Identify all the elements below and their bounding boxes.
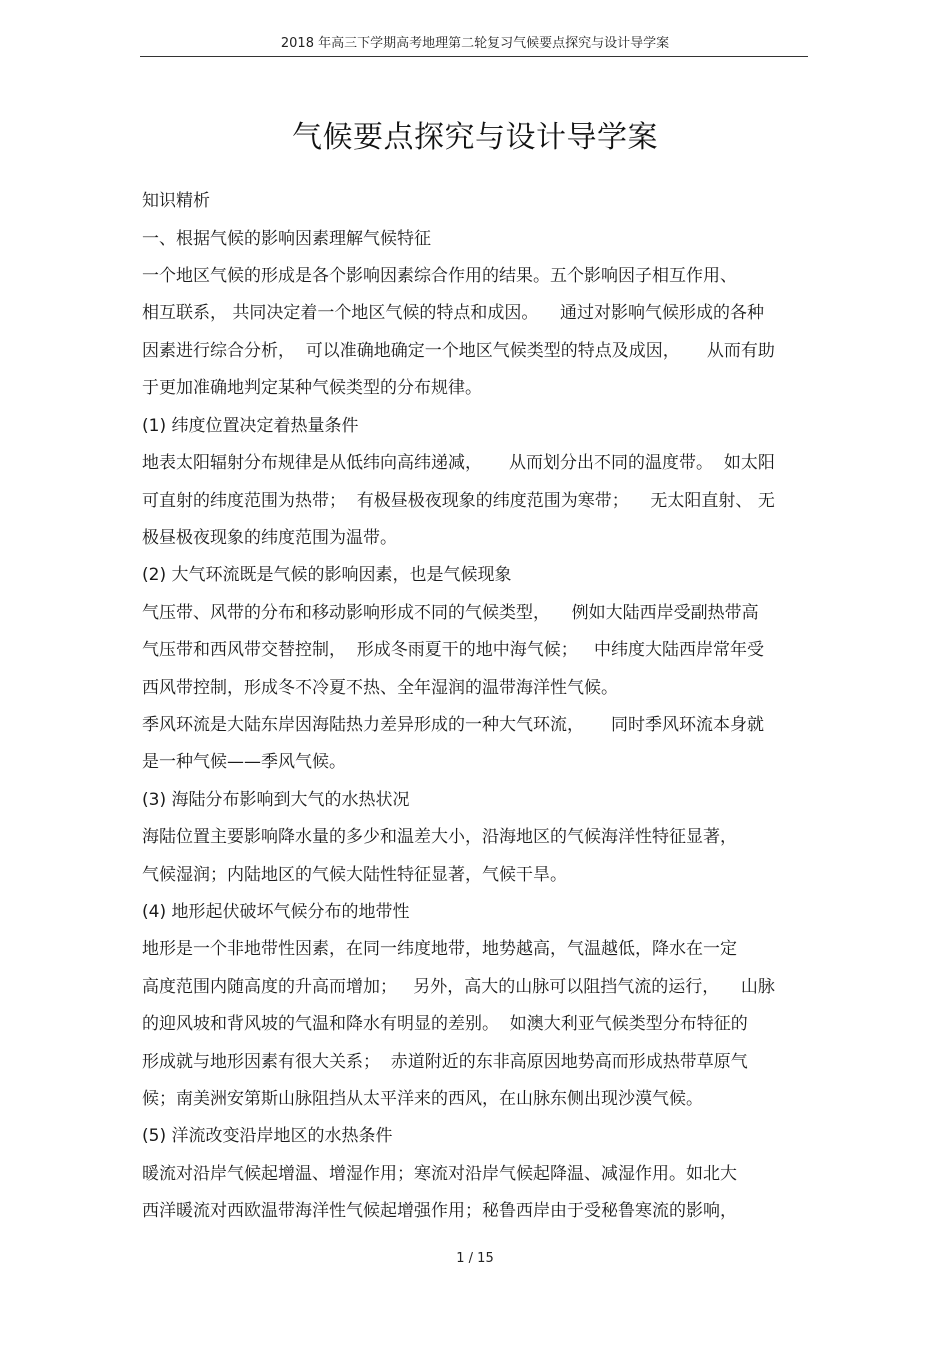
body-line: (1) 纬度位置决定着热量条件	[142, 416, 359, 436]
running-header: 2018 年高三下学期高考地理第二轮复习气候要点探究与设计导学案	[280, 36, 670, 51]
body-line: (3) 海陆分布影响到大气的水热状况	[142, 790, 410, 810]
body-line: 形成就与地形因素有很大关系； 赤道附近的东非高原因地势高而形成热带草原气	[142, 1052, 748, 1072]
body-line: 暖流对沿岸气候起增温、增湿作用；寒流对沿岸气候起降温、减湿作用。如北大	[142, 1164, 737, 1184]
body-line: 气压带、风带的分布和移动影响形成不同的气候类型， 例如大陆西岸受副热带高	[142, 603, 759, 623]
body-line: 气候湿润；内陆地区的气候大陆性特征显著，气候干旱。	[142, 865, 567, 885]
body-line: 气压带和西风带交替控制， 形成冬雨夏干的地中海气候； 中纬度大陆西岸常年受	[142, 640, 765, 660]
body-line: 海陆位置主要影响降水量的多少和温差大小，沿海地区的气候海洋性特征显著，	[142, 827, 737, 847]
body-line: 于更加准确地判定某种气候类型的分布规律。	[142, 378, 482, 398]
body-line: (5) 洋流改变沿岸地区的水热条件	[142, 1126, 393, 1146]
body-line: 高度范围内随高度的升高而增加； 另外，高大的山脉可以阻挡气流的运行， 山脉	[142, 977, 775, 997]
body-line: 相互联系， 共同决定着一个地区气候的特点和成因。 通过对影响气候形成的各种	[142, 303, 765, 323]
body-line: 可直射的纬度范围为热带； 有极昼极夜现象的纬度范围为寒带； 无太阳直射、 无	[142, 491, 775, 511]
body-line: 知识精析	[142, 191, 210, 211]
body-line: (2) 大气环流既是气候的影响因素，也是气候现象	[142, 565, 512, 585]
body-line: 是一种气候——季风气候。	[142, 752, 346, 772]
body-line: 西洋暖流对西欧温带海洋性气候起增强作用；秘鲁西岸由于受秘鲁寒流的影响，	[142, 1201, 737, 1221]
page-number: 1 / 15	[456, 1251, 494, 1266]
header-divider	[140, 56, 808, 57]
body-line: 一、根据气候的影响因素理解气候特征	[142, 229, 431, 249]
body-line: 的迎风坡和背风坡的气温和降水有明显的差别。 如澳大利亚气候类型分布特征的	[142, 1014, 748, 1034]
document-title: 气候要点探究与设计导学案	[292, 120, 658, 155]
body-line: 地形是一个非地带性因素，在同一纬度地带，地势越高，气温越低，降水在一定	[142, 939, 737, 959]
body-line: 极昼极夜现象的纬度范围为温带。	[142, 528, 397, 548]
body-line: 一个地区气候的形成是各个影响因素综合作用的结果。五个影响因子相互作用、	[142, 266, 737, 286]
body-line: 季风环流是大陆东岸因海陆热力差异形成的一种大气环流， 同时季风环流本身就	[142, 715, 765, 735]
body-line: 因素进行综合分析， 可以准确地确定一个地区气候类型的特点及成因， 从而有助	[142, 341, 775, 361]
body-line: 地表太阳辐射分布规律是从低纬向高纬递减， 从而划分出不同的温度带。 如太阳	[142, 453, 775, 473]
body-line: 西风带控制，形成冬不冷夏不热、全年湿润的温带海洋性气候。	[142, 678, 618, 698]
body-line: 候；南美洲安第斯山脉阻挡从太平洋来的西风，在山脉东侧出现沙漠气候。	[142, 1089, 703, 1109]
body-line: (4) 地形起伏破坏气候分布的地带性	[142, 902, 410, 922]
